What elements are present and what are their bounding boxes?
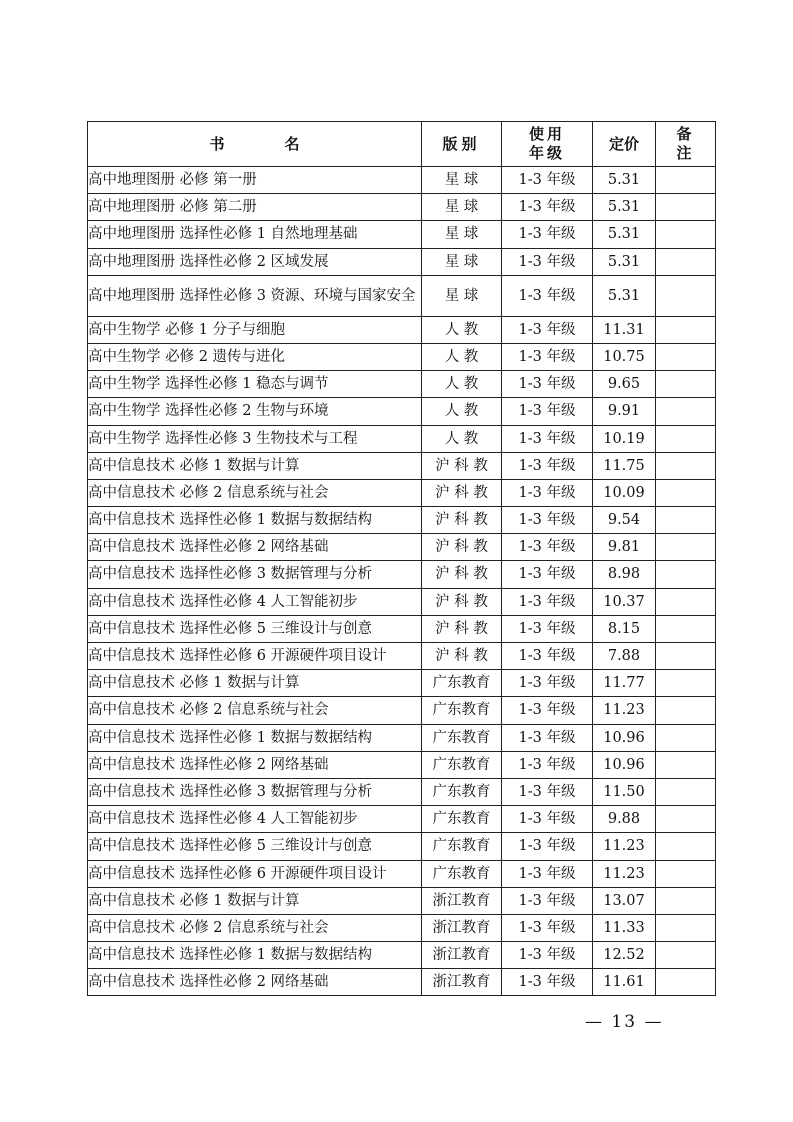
header-row (88, 122, 716, 167)
cell-publisher: 浙江教育 (422, 887, 502, 914)
cell-grade: 1-3 年级 (502, 343, 593, 370)
cell-title: 高中信息技术 选择性必修 2 网络基础 (88, 969, 422, 996)
header-note-line1: 备 (676, 125, 695, 143)
cell-price: 10.96 (593, 724, 656, 751)
cell-title: 高中信息技术 选择性必修 3 数据管理与分析 (88, 778, 422, 805)
cell-title: 高中信息技术 选择性必修 6 开源硬件项目设计 (88, 643, 422, 670)
cell-grade: 1-3 年级 (502, 248, 593, 275)
table-row (88, 221, 716, 248)
cell-price: 10.19 (593, 425, 656, 452)
table-row (88, 167, 716, 194)
cell-publisher: 人 教 (422, 316, 502, 343)
cell-grade: 1-3 年级 (502, 860, 593, 887)
cell-grade: 1-3 年级 (502, 588, 593, 615)
cell-title: 高中信息技术 选择性必修 1 数据与数据结构 (88, 724, 422, 751)
cell-price: 10.96 (593, 751, 656, 778)
cell-price: 10.37 (593, 588, 656, 615)
table-row (88, 778, 716, 805)
cell-grade: 1-3 年级 (502, 534, 593, 561)
cell-note (656, 588, 716, 615)
cell-price: 5.31 (593, 194, 656, 221)
cell-note (656, 275, 716, 316)
table-row (88, 670, 716, 697)
cell-publisher: 星 球 (422, 248, 502, 275)
cell-grade: 1-3 年级 (502, 371, 593, 398)
cell-title: 高中信息技术 选择性必修 4 人工智能初步 (88, 588, 422, 615)
cell-price: 9.91 (593, 398, 656, 425)
cell-note (656, 452, 716, 479)
table-row (88, 751, 716, 778)
cell-publisher: 广东教育 (422, 697, 502, 724)
cell-publisher: 沪 科 教 (422, 507, 502, 534)
table-row (88, 643, 716, 670)
cell-publisher: 人 教 (422, 398, 502, 425)
cell-title: 高中生物学 选择性必修 2 生物与环境 (88, 398, 422, 425)
cell-publisher: 广东教育 (422, 670, 502, 697)
cell-publisher: 沪 科 教 (422, 561, 502, 588)
cell-grade: 1-3 年级 (502, 275, 593, 316)
cell-title: 高中信息技术 选择性必修 5 三维设计与创意 (88, 615, 422, 642)
cell-publisher: 人 教 (422, 425, 502, 452)
cell-price: 11.23 (593, 833, 656, 860)
cell-grade: 1-3 年级 (502, 670, 593, 697)
cell-grade: 1-3 年级 (502, 697, 593, 724)
table-row (88, 887, 716, 914)
cell-price: 11.23 (593, 860, 656, 887)
cell-publisher: 星 球 (422, 167, 502, 194)
cell-grade: 1-3 年级 (502, 425, 593, 452)
cell-title: 高中信息技术 选择性必修 2 网络基础 (88, 534, 422, 561)
cell-title: 高中信息技术 选择性必修 3 数据管理与分析 (88, 561, 422, 588)
cell-grade: 1-3 年级 (502, 833, 593, 860)
cell-note (656, 343, 716, 370)
table-row (88, 316, 716, 343)
cell-title: 高中地理图册 选择性必修 1 自然地理基础 (88, 221, 422, 248)
cell-note (656, 643, 716, 670)
cell-note (656, 221, 716, 248)
cell-publisher: 广东教育 (422, 860, 502, 887)
header-title: 书名 (88, 122, 422, 167)
cell-note (656, 371, 716, 398)
cell-title: 高中信息技术 必修 1 数据与计算 (88, 670, 422, 697)
table-row (88, 724, 716, 751)
cell-title: 高中信息技术 必修 1 数据与计算 (88, 887, 422, 914)
cell-price: 11.75 (593, 452, 656, 479)
cell-publisher: 浙江教育 (422, 942, 502, 969)
table-row (88, 194, 716, 221)
cell-title: 高中生物学 选择性必修 1 稳态与调节 (88, 371, 422, 398)
header-price: 定价 (593, 122, 656, 167)
cell-note (656, 615, 716, 642)
cell-publisher: 沪 科 教 (422, 643, 502, 670)
table-row (88, 398, 716, 425)
table-row (88, 860, 716, 887)
cell-note (656, 507, 716, 534)
cell-price: 11.33 (593, 914, 656, 941)
cell-title: 高中信息技术 选择性必修 4 人工智能初步 (88, 806, 422, 833)
cell-title: 高中信息技术 选择性必修 6 开源硬件项目设计 (88, 860, 422, 887)
cell-title: 高中生物学 选择性必修 3 生物技术与工程 (88, 425, 422, 452)
cell-grade: 1-3 年级 (502, 778, 593, 805)
cell-publisher: 浙江教育 (422, 914, 502, 941)
cell-note (656, 806, 716, 833)
cell-note (656, 751, 716, 778)
cell-publisher: 星 球 (422, 275, 502, 316)
cell-price: 9.54 (593, 507, 656, 534)
cell-grade: 1-3 年级 (502, 751, 593, 778)
table-row (88, 507, 716, 534)
cell-title: 高中信息技术 选择性必修 2 网络基础 (88, 751, 422, 778)
table-row (88, 248, 716, 275)
cell-price: 5.31 (593, 167, 656, 194)
cell-grade: 1-3 年级 (502, 724, 593, 751)
cell-title: 高中信息技术 必修 2 信息系统与社会 (88, 479, 422, 506)
table-row (88, 534, 716, 561)
page-number: — 13 — (585, 1012, 664, 1032)
cell-note (656, 778, 716, 805)
cell-grade: 1-3 年级 (502, 221, 593, 248)
table-row (88, 343, 716, 370)
cell-price: 11.61 (593, 969, 656, 996)
header-note-line2: 注 (676, 144, 695, 162)
cell-grade: 1-3 年级 (502, 942, 593, 969)
cell-grade: 1-3 年级 (502, 479, 593, 506)
cell-publisher: 浙江教育 (422, 969, 502, 996)
cell-title: 高中信息技术 选择性必修 1 数据与数据结构 (88, 942, 422, 969)
cell-price: 5.31 (593, 248, 656, 275)
cell-grade: 1-3 年级 (502, 316, 593, 343)
cell-grade: 1-3 年级 (502, 167, 593, 194)
cell-title: 高中生物学 必修 1 分子与细胞 (88, 316, 422, 343)
cell-publisher: 广东教育 (422, 833, 502, 860)
cell-title: 高中地理图册 选择性必修 2 区域发展 (88, 248, 422, 275)
cell-note (656, 561, 716, 588)
cell-note (656, 425, 716, 452)
cell-price: 5.31 (593, 221, 656, 248)
cell-price: 13.07 (593, 887, 656, 914)
cell-title: 高中地理图册 必修 第二册 (88, 194, 422, 221)
table-row (88, 969, 716, 996)
cell-publisher: 广东教育 (422, 724, 502, 751)
table-row (88, 588, 716, 615)
cell-price: 9.65 (593, 371, 656, 398)
cell-note (656, 860, 716, 887)
table-row (88, 833, 716, 860)
cell-grade: 1-3 年级 (502, 806, 593, 833)
cell-publisher: 沪 科 教 (422, 479, 502, 506)
cell-note (656, 914, 716, 941)
cell-grade: 1-3 年级 (502, 507, 593, 534)
cell-publisher: 广东教育 (422, 778, 502, 805)
table-row (88, 806, 716, 833)
cell-price: 8.98 (593, 561, 656, 588)
cell-note (656, 479, 716, 506)
cell-grade: 1-3 年级 (502, 561, 593, 588)
cell-publisher: 星 球 (422, 221, 502, 248)
cell-note (656, 167, 716, 194)
cell-note (656, 670, 716, 697)
cell-title: 高中信息技术 选择性必修 1 数据与数据结构 (88, 507, 422, 534)
table-body (88, 167, 716, 996)
cell-publisher: 沪 科 教 (422, 534, 502, 561)
cell-grade: 1-3 年级 (502, 887, 593, 914)
cell-grade: 1-3 年级 (502, 194, 593, 221)
cell-price: 12.52 (593, 942, 656, 969)
cell-grade: 1-3 年级 (502, 969, 593, 996)
cell-grade: 1-3 年级 (502, 398, 593, 425)
cell-note (656, 398, 716, 425)
cell-note (656, 969, 716, 996)
cell-grade: 1-3 年级 (502, 914, 593, 941)
header-publisher: 版别 (422, 122, 502, 167)
cell-publisher: 人 教 (422, 343, 502, 370)
cell-note (656, 942, 716, 969)
cell-price: 9.88 (593, 806, 656, 833)
cell-price: 11.50 (593, 778, 656, 805)
cell-grade: 1-3 年级 (502, 643, 593, 670)
cell-grade: 1-3 年级 (502, 452, 593, 479)
cell-price: 10.75 (593, 343, 656, 370)
cell-price: 7.88 (593, 643, 656, 670)
table-row (88, 371, 716, 398)
cell-publisher: 沪 科 教 (422, 588, 502, 615)
cell-note (656, 248, 716, 275)
cell-price: 8.15 (593, 615, 656, 642)
table-row (88, 942, 716, 969)
table-row (88, 425, 716, 452)
header-note (656, 122, 716, 167)
cell-note (656, 534, 716, 561)
cell-note (656, 724, 716, 751)
table-row (88, 275, 716, 316)
cell-title: 高中生物学 必修 2 遗传与进化 (88, 343, 422, 370)
cell-publisher: 广东教育 (422, 806, 502, 833)
cell-note (656, 887, 716, 914)
header-grade-line1: 使用 (528, 125, 565, 143)
cell-title: 高中信息技术 必修 2 信息系统与社会 (88, 914, 422, 941)
cell-publisher: 星 球 (422, 194, 502, 221)
cell-price: 11.31 (593, 316, 656, 343)
cell-note (656, 194, 716, 221)
cell-price: 11.77 (593, 670, 656, 697)
header-grade (502, 122, 593, 167)
cell-title: 高中地理图册 选择性必修 3 资源、环境与国家安全 (88, 275, 422, 316)
cell-publisher: 人 教 (422, 371, 502, 398)
cell-note (656, 316, 716, 343)
table-row (88, 914, 716, 941)
cell-publisher: 沪 科 教 (422, 615, 502, 642)
header-grade-line2: 年级 (528, 144, 565, 162)
cell-publisher: 广东教育 (422, 751, 502, 778)
cell-grade: 1-3 年级 (502, 615, 593, 642)
cell-publisher: 沪 科 教 (422, 452, 502, 479)
table-row (88, 479, 716, 506)
cell-price: 9.81 (593, 534, 656, 561)
table-row (88, 615, 716, 642)
cell-title: 高中信息技术 必修 2 信息系统与社会 (88, 697, 422, 724)
cell-price: 11.23 (593, 697, 656, 724)
cell-title: 高中地理图册 必修 第一册 (88, 167, 422, 194)
cell-price: 10.09 (593, 479, 656, 506)
cell-title: 高中信息技术 选择性必修 5 三维设计与创意 (88, 833, 422, 860)
table-header (88, 122, 716, 167)
cell-price: 5.31 (593, 275, 656, 316)
table-row (88, 561, 716, 588)
textbook-table (87, 121, 716, 996)
cell-note (656, 697, 716, 724)
table-row (88, 697, 716, 724)
cell-title: 高中信息技术 必修 1 数据与计算 (88, 452, 422, 479)
table-row (88, 452, 716, 479)
cell-note (656, 833, 716, 860)
